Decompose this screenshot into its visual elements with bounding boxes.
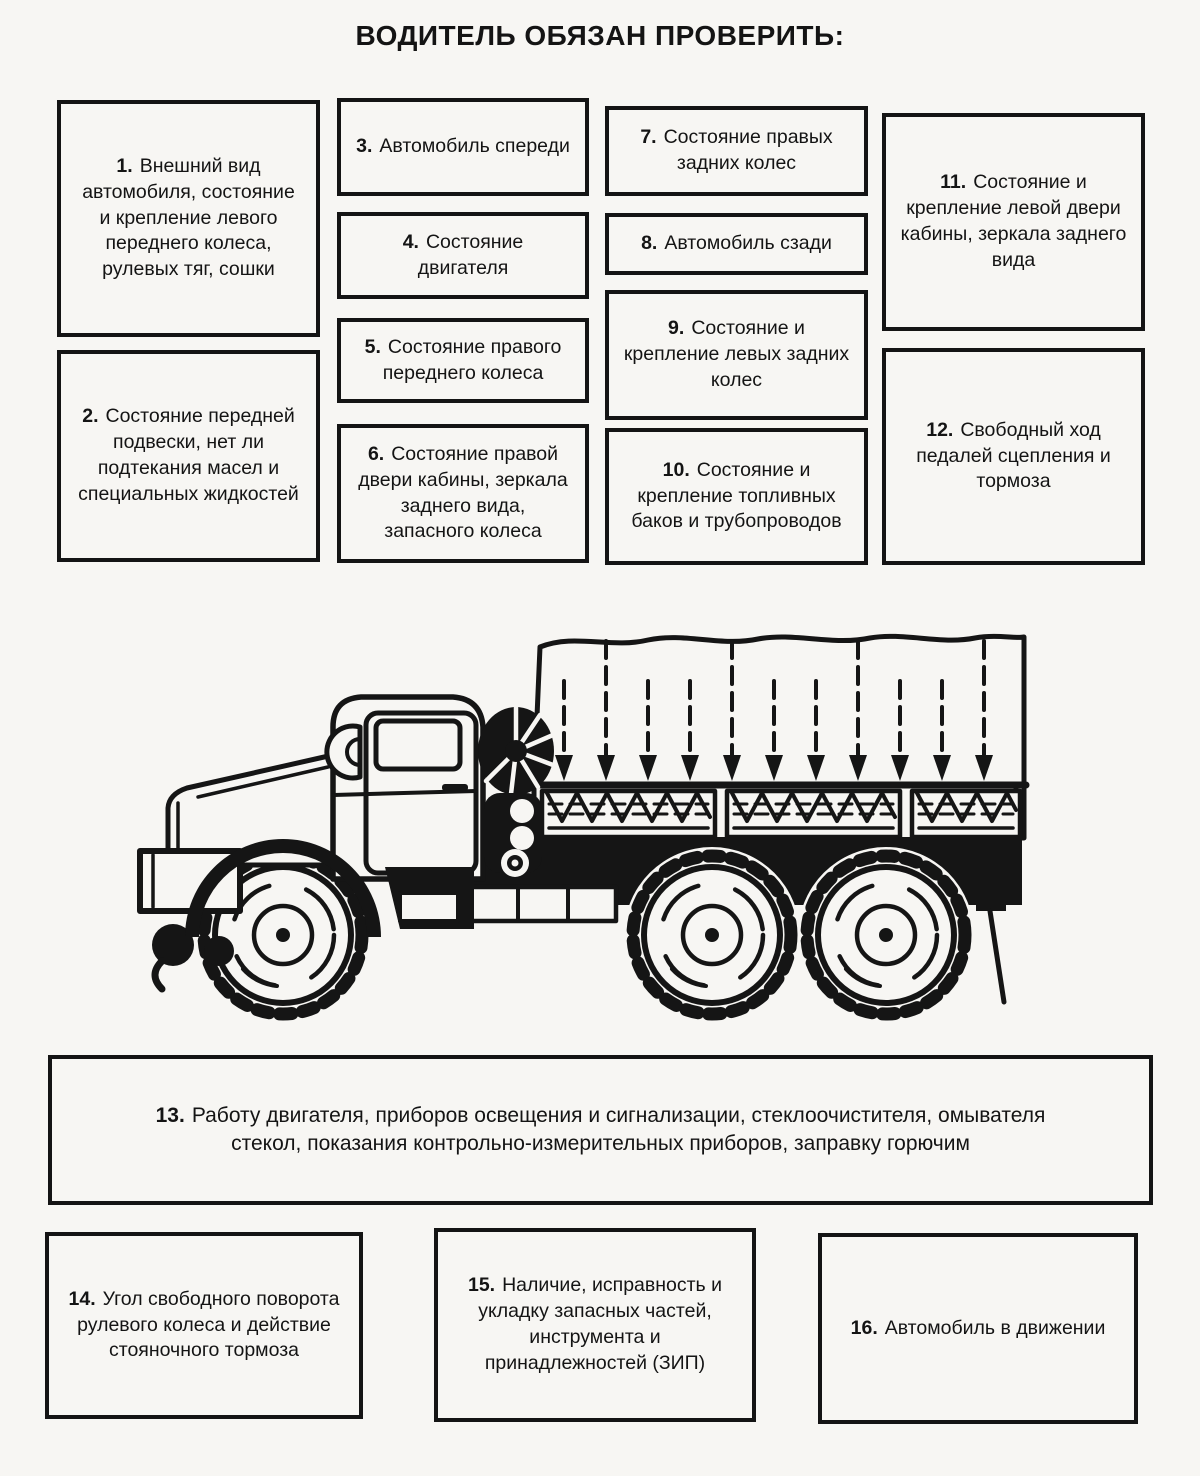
- checklist-box-14: [45, 1232, 363, 1419]
- item-number: 7.: [640, 126, 657, 149]
- item-number: 4.: [402, 230, 419, 253]
- item-number: 12.: [926, 418, 954, 441]
- checklist-box-12: [882, 348, 1145, 565]
- checklist-box-9: [605, 290, 868, 420]
- rear-wheel-1: [624, 847, 800, 1023]
- item-text: Автомобиль спереди: [379, 135, 570, 158]
- item-text: Состояние правого переднего колеса: [382, 335, 562, 384]
- checklist-box-11: [882, 113, 1145, 331]
- item-number: 9.: [668, 317, 685, 340]
- checklist-box-2: [57, 350, 320, 562]
- checklist-box-15: [434, 1228, 756, 1422]
- item-text: Автомобиль в движении: [884, 1316, 1106, 1339]
- item-text: Состояние и крепление левых задних колес: [623, 317, 850, 391]
- truck-illustration: [70, 605, 1130, 1055]
- poster-title: ВОДИТЕЛЬ ОБЯЗАН ПРОВЕРИТЬ:: [355, 20, 845, 51]
- checklist-box-8: [605, 213, 868, 275]
- item-number: 13.: [155, 1104, 185, 1128]
- item-text: Свободный ход педалей сцепления и тормоза: [916, 418, 1111, 493]
- rear-wheel-2: [798, 847, 974, 1023]
- rear-post: [976, 837, 1006, 911]
- military-truck-icon: [70, 605, 1130, 1055]
- item-text: Состояние и крепление левой двери кабины, зеркала заднего вида: [900, 171, 1127, 271]
- item-number: 6.: [367, 442, 385, 465]
- checklist-box-4: [337, 212, 589, 299]
- item-text: Наличие, исправность и укладку запасных частей, инструмента и принадлежностей (ЗИП): [478, 1274, 723, 1374]
- item-text: Состояние правых задних колес: [663, 126, 833, 174]
- item-number: 5.: [364, 335, 381, 358]
- item-text: Состояние передней подвески, нет ли подтекания масел и специальных жидкостей: [78, 405, 299, 505]
- item-number: 16.: [850, 1316, 878, 1339]
- checklist-box-10: [605, 428, 868, 565]
- checklist-box-16: [818, 1233, 1138, 1424]
- fuel-tank-step: [468, 887, 616, 921]
- item-number: 11.: [940, 171, 967, 194]
- item-text: Состояние двигателя: [417, 230, 524, 279]
- item-number: 1.: [116, 154, 133, 177]
- item-number: 15.: [467, 1274, 496, 1297]
- checklist-box-5: [337, 318, 589, 403]
- checklist-box-3: [337, 98, 589, 196]
- item-text: Состояние правой двери кабины, зеркала заднего вида, запасного колеса: [358, 442, 568, 543]
- item-number: 3.: [356, 135, 373, 158]
- checklist-box-6: [337, 424, 589, 563]
- checklist-box-1: [57, 100, 320, 337]
- cargo-panels: [542, 791, 1020, 837]
- windshield-corner: [327, 726, 360, 778]
- item-text: Работу двигателя, приборов освещения и сигнализации, стеклоочистителя, омывателя стекол, показания контрольно-измерительных приборов, заправку горючим: [191, 1104, 1046, 1155]
- item-number: 14.: [68, 1287, 96, 1310]
- checklist-box-13: [48, 1055, 1153, 1205]
- item-number: 2.: [82, 405, 99, 428]
- door-handle: [442, 784, 468, 791]
- item-text: Автомобиль сзади: [664, 232, 832, 255]
- item-number: 8.: [641, 232, 658, 255]
- item-text: Угол свободного поворота рулевого колеса и действие стояночного тормоза: [77, 1287, 340, 1362]
- item-text: Состояние и крепление топливных баков и трубопроводов: [631, 458, 842, 533]
- item-text: Внешний вид автомобиля, состояние и крепление левого переднего колеса, рулевых тяг, сошки: [82, 154, 295, 281]
- checklist-box-7: [605, 106, 868, 196]
- item-number: 10.: [662, 458, 690, 481]
